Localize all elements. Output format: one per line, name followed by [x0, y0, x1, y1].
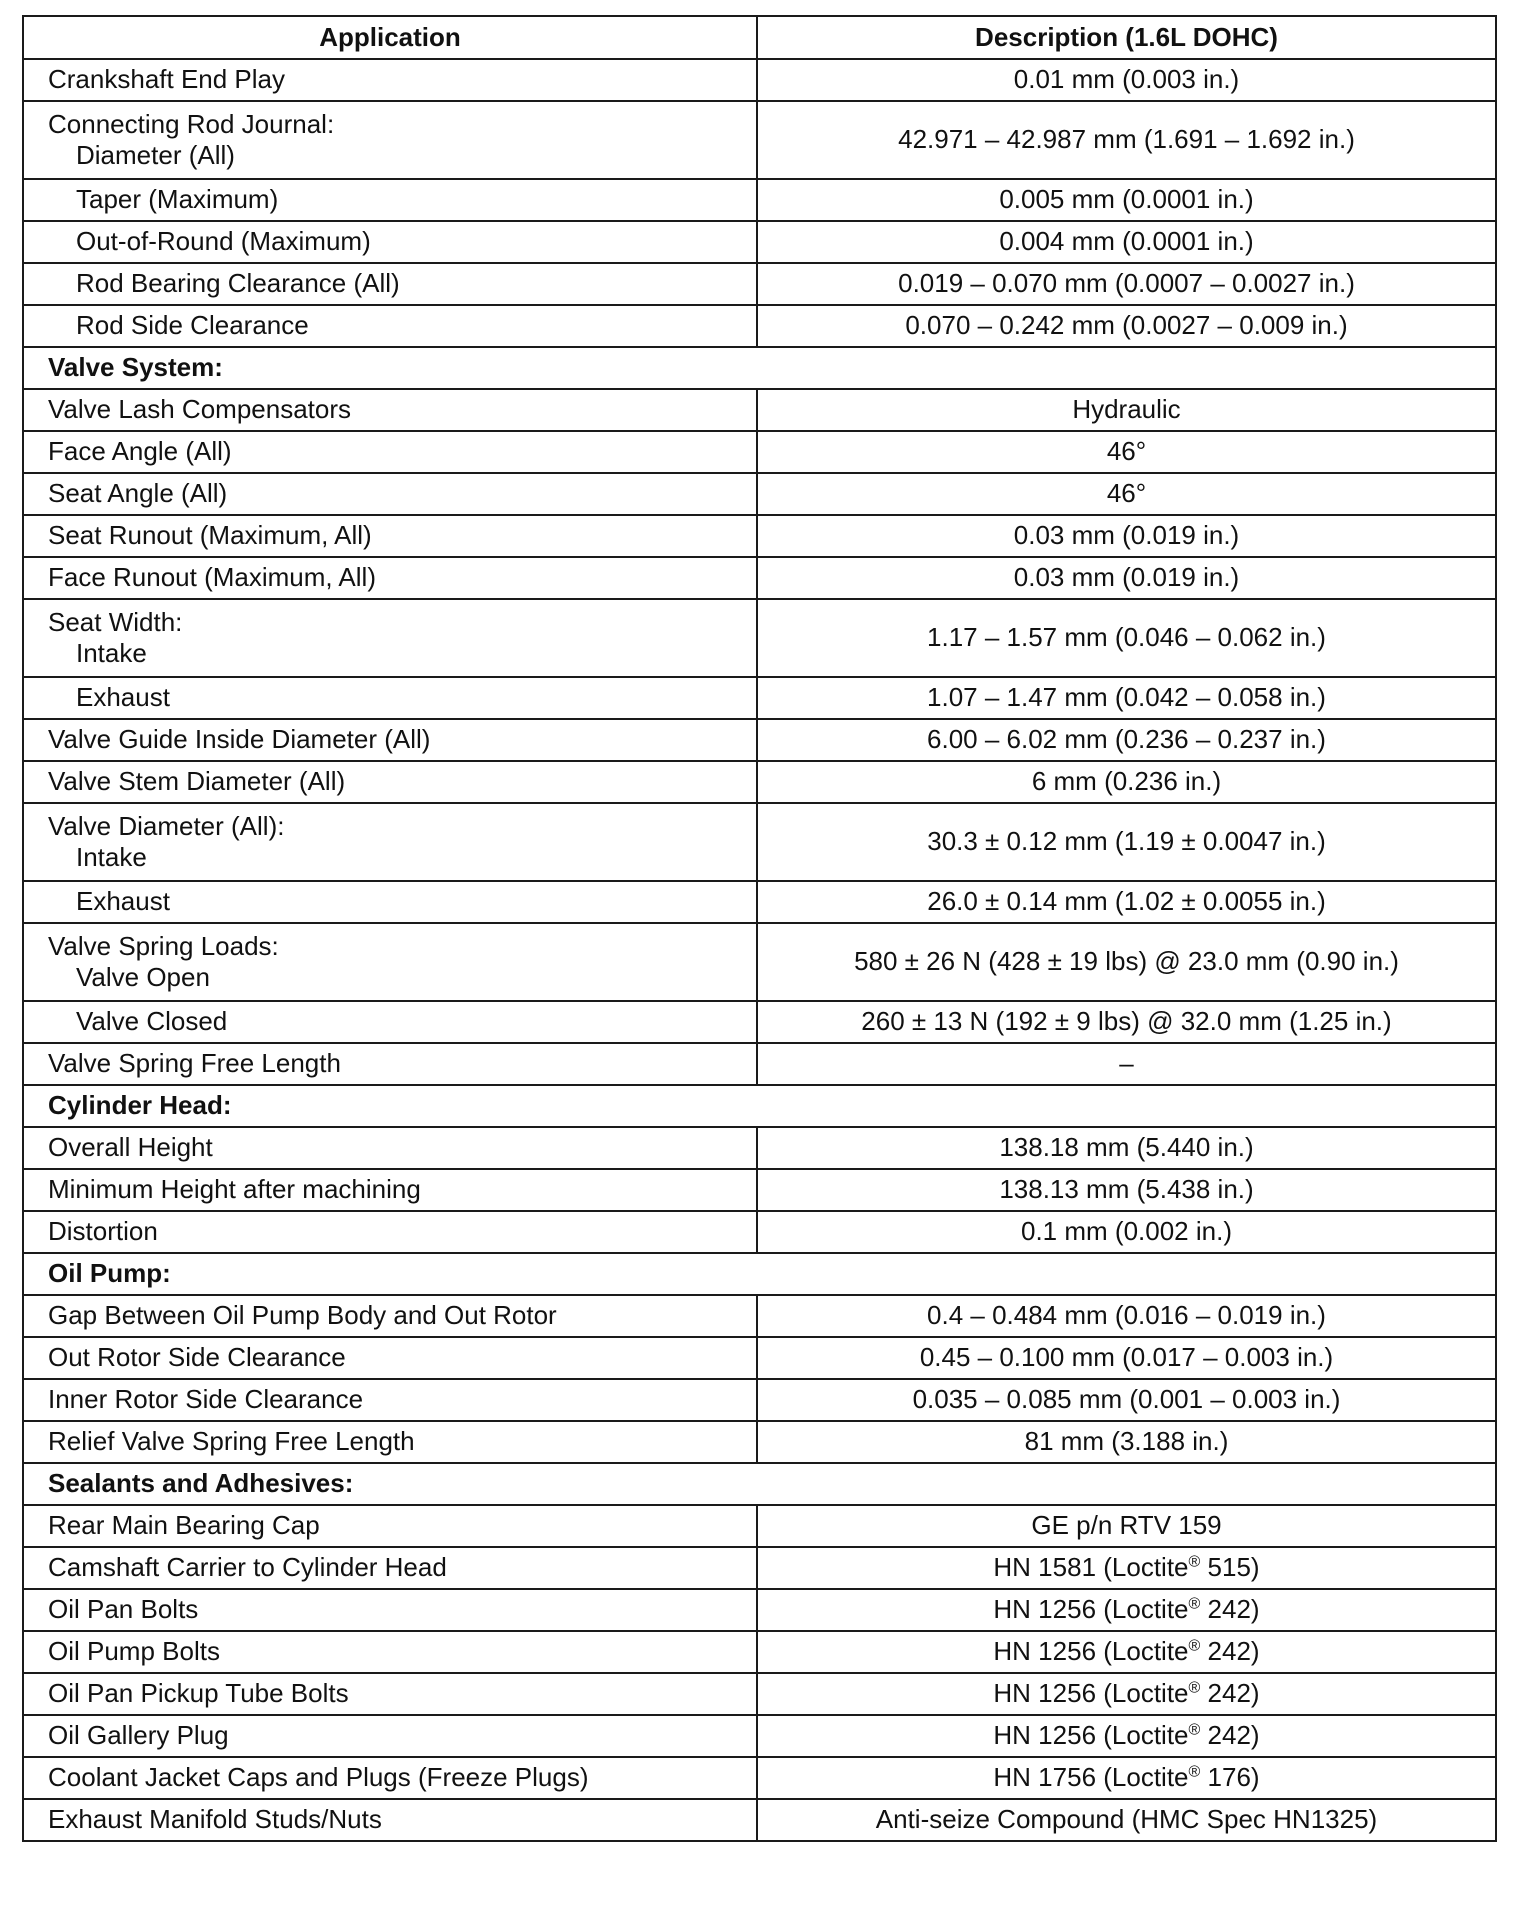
application-cell — [23, 599, 757, 677]
registered-mark: ® — [1188, 1679, 1201, 1697]
sub-item-label: Out-of-Round (Maximum) — [76, 226, 371, 257]
table-row — [23, 1589, 1496, 1631]
application-cell: Relief Valve Spring Free Length — [23, 1421, 757, 1463]
application-cell — [23, 263, 757, 305]
application-cell: Face Angle (All) — [23, 431, 757, 473]
sub-item-label: Taper (Maximum) — [76, 184, 279, 215]
description-cell: 138.18 mm (5.440 in.) — [757, 1127, 1496, 1169]
application-cell: Distortion — [23, 1211, 757, 1253]
table-row — [23, 1631, 1496, 1673]
sealant-part-number: HN 1756 (Loctite — [993, 1762, 1189, 1793]
sealant-part-number: HN 1256 (Loctite — [993, 1594, 1189, 1625]
description-cell: 0.005 mm (0.0001 in.) — [757, 179, 1496, 221]
table-row — [23, 1169, 1496, 1211]
specifications-table — [22, 15, 1497, 1842]
section-heading: Sealants and Adhesives: — [23, 1463, 1496, 1505]
application-cell — [23, 101, 757, 179]
sealant-part-number: HN 1581 (Loctite — [993, 1552, 1189, 1583]
description-cell: 0.035 – 0.085 mm (0.001 – 0.003 in.) — [757, 1379, 1496, 1421]
description-cell: 46° — [757, 431, 1496, 473]
description-cell: 1.17 – 1.57 mm (0.046 – 0.062 in.) — [757, 599, 1496, 677]
application-cell: Coolant Jacket Caps and Plugs (Freeze Plugs) — [23, 1757, 757, 1799]
application-cell: Camshaft Carrier to Cylinder Head — [23, 1547, 757, 1589]
table-row — [23, 1337, 1496, 1379]
registered-mark: ® — [1188, 1637, 1201, 1655]
description-cell: 0.1 mm (0.002 in.) — [757, 1211, 1496, 1253]
sub-item-label: Intake — [76, 842, 147, 872]
description-cell — [757, 1589, 1496, 1631]
description-cell: 0.019 – 0.070 mm (0.0007 – 0.0027 in.) — [757, 263, 1496, 305]
sub-item-label: Exhaust — [76, 682, 170, 713]
table-row — [23, 1127, 1496, 1169]
sub-item-label: Rod Side Clearance — [76, 310, 309, 341]
section-heading: Oil Pump: — [23, 1253, 1496, 1295]
sealant-part-number: HN 1256 (Loctite — [993, 1636, 1189, 1667]
application-cell: Inner Rotor Side Clearance — [23, 1379, 757, 1421]
table-row — [23, 1043, 1496, 1085]
table-row — [23, 1379, 1496, 1421]
section-row-cylinder-head — [23, 1085, 1496, 1127]
application-cell: Exhaust Manifold Studs/Nuts — [23, 1799, 757, 1841]
application-cell — [23, 881, 757, 923]
description-cell: 260 ± 13 N (192 ± 9 lbs) @ 32.0 mm (1.25 in.) — [757, 1001, 1496, 1043]
description-cell: 6.00 – 6.02 mm (0.236 – 0.237 in.) — [757, 719, 1496, 761]
section-heading: Valve System: — [23, 347, 1496, 389]
table-row — [23, 557, 1496, 599]
application-cell: Seat Runout (Maximum, All) — [23, 515, 757, 557]
column-header-description: Description (1.6L DOHC) — [757, 16, 1496, 59]
application-cell: Oil Gallery Plug — [23, 1715, 757, 1757]
registered-mark: ® — [1188, 1595, 1201, 1613]
sub-item-label: Rod Bearing Clearance (All) — [76, 268, 400, 299]
application-cell: Oil Pan Pickup Tube Bolts — [23, 1673, 757, 1715]
application-cell: Oil Pump Bolts — [23, 1631, 757, 1673]
section-heading: Cylinder Head: — [23, 1085, 1496, 1127]
table-row — [23, 1211, 1496, 1253]
application-cell: Seat Angle (All) — [23, 473, 757, 515]
table-row — [23, 431, 1496, 473]
description-cell: 0.4 – 0.484 mm (0.016 – 0.019 in.) — [757, 1295, 1496, 1337]
description-cell: 42.971 – 42.987 mm (1.691 – 1.692 in.) — [757, 101, 1496, 179]
group-label: Seat Width: — [48, 606, 183, 637]
table-row — [23, 1757, 1496, 1799]
table-row — [23, 1505, 1496, 1547]
description-cell — [757, 1673, 1496, 1715]
table-row — [23, 677, 1496, 719]
table-header-row — [23, 16, 1496, 59]
table-row — [23, 1421, 1496, 1463]
application-cell — [23, 305, 757, 347]
description-cell: 138.13 mm (5.438 in.) — [757, 1169, 1496, 1211]
application-cell: Valve Guide Inside Diameter (All) — [23, 719, 757, 761]
sealant-grade: 242) — [1200, 1678, 1260, 1709]
table-row — [23, 1547, 1496, 1589]
description-cell: 46° — [757, 473, 1496, 515]
description-cell: 0.03 mm (0.019 in.) — [757, 515, 1496, 557]
description-cell: GE p/n RTV 159 — [757, 1505, 1496, 1547]
sealant-grade: 242) — [1200, 1720, 1260, 1751]
table-row — [23, 515, 1496, 557]
application-cell — [23, 221, 757, 263]
table-row — [23, 1001, 1496, 1043]
table-row — [23, 263, 1496, 305]
application-cell — [23, 1001, 757, 1043]
sealant-grade: 176) — [1200, 1762, 1260, 1793]
table-row — [23, 179, 1496, 221]
application-cell: Valve Stem Diameter (All) — [23, 761, 757, 803]
application-cell — [23, 677, 757, 719]
table-row — [23, 1673, 1496, 1715]
table-row — [23, 59, 1496, 101]
table-row — [23, 599, 1496, 677]
application-cell: Minimum Height after machining — [23, 1169, 757, 1211]
application-cell: Valve Spring Free Length — [23, 1043, 757, 1085]
description-cell: 0.004 mm (0.0001 in.) — [757, 221, 1496, 263]
description-cell: 6 mm (0.236 in.) — [757, 761, 1496, 803]
table-row — [23, 473, 1496, 515]
group-label: Valve Diameter (All): — [48, 810, 285, 841]
table-row — [23, 101, 1496, 179]
application-cell: Gap Between Oil Pump Body and Out Rotor — [23, 1295, 757, 1337]
table-row — [23, 719, 1496, 761]
table-row — [23, 389, 1496, 431]
table-row — [23, 761, 1496, 803]
application-cell: Rear Main Bearing Cap — [23, 1505, 757, 1547]
section-row-sealants-and-adhesives — [23, 1463, 1496, 1505]
description-cell: 0.45 – 0.100 mm (0.017 – 0.003 in.) — [757, 1337, 1496, 1379]
sub-item-label: Valve Closed — [76, 1006, 228, 1037]
description-cell: 0.070 – 0.242 mm (0.0027 – 0.009 in.) — [757, 305, 1496, 347]
description-cell — [757, 1757, 1496, 1799]
table-row — [23, 1715, 1496, 1757]
sealant-grade: 515) — [1200, 1552, 1260, 1583]
table-row — [23, 305, 1496, 347]
sealant-grade: 242) — [1200, 1636, 1260, 1667]
sealant-part-number: HN 1256 (Loctite — [993, 1678, 1189, 1709]
application-cell: Crankshaft End Play — [23, 59, 757, 101]
sub-item-label: Intake — [76, 638, 147, 668]
description-cell — [757, 1631, 1496, 1673]
group-label: Valve Spring Loads: — [48, 930, 279, 961]
table-row — [23, 1295, 1496, 1337]
section-row-valve-system — [23, 347, 1496, 389]
section-row-oil-pump — [23, 1253, 1496, 1295]
registered-mark: ® — [1188, 1763, 1201, 1781]
group-label: Connecting Rod Journal: — [48, 108, 335, 139]
description-cell: Hydraulic — [757, 389, 1496, 431]
description-cell: 30.3 ± 0.12 mm (1.19 ± 0.0047 in.) — [757, 803, 1496, 881]
description-cell: 0.01 mm (0.003 in.) — [757, 59, 1496, 101]
application-cell: Overall Height — [23, 1127, 757, 1169]
sealant-grade: 242) — [1200, 1594, 1260, 1625]
table-row — [23, 1799, 1496, 1841]
description-cell: – — [757, 1043, 1496, 1085]
application-cell — [23, 803, 757, 881]
description-cell: Anti-seize Compound (HMC Spec HN1325) — [757, 1799, 1496, 1841]
application-cell — [23, 179, 757, 221]
registered-mark: ® — [1188, 1721, 1201, 1739]
description-cell: 1.07 – 1.47 mm (0.042 – 0.058 in.) — [757, 677, 1496, 719]
sealant-part-number: HN 1256 (Loctite — [993, 1720, 1189, 1751]
sub-item-label: Diameter (All) — [76, 140, 235, 170]
column-header-application: Application — [23, 16, 757, 59]
description-cell: 81 mm (3.188 in.) — [757, 1421, 1496, 1463]
application-cell: Oil Pan Bolts — [23, 1589, 757, 1631]
description-cell: 0.03 mm (0.019 in.) — [757, 557, 1496, 599]
sub-item-label: Valve Open — [76, 962, 210, 992]
application-cell: Out Rotor Side Clearance — [23, 1337, 757, 1379]
description-cell — [757, 1715, 1496, 1757]
application-cell — [23, 923, 757, 1001]
registered-mark: ® — [1188, 1553, 1201, 1571]
table-row — [23, 881, 1496, 923]
table-row — [23, 923, 1496, 1001]
table-row — [23, 221, 1496, 263]
description-cell — [757, 1547, 1496, 1589]
description-cell: 580 ± 26 N (428 ± 19 lbs) @ 23.0 mm (0.90 in.) — [757, 923, 1496, 1001]
sub-item-label: Exhaust — [76, 886, 170, 917]
application-cell: Valve Lash Compensators — [23, 389, 757, 431]
application-cell: Face Runout (Maximum, All) — [23, 557, 757, 599]
description-cell: 26.0 ± 0.14 mm (1.02 ± 0.0055 in.) — [757, 881, 1496, 923]
table-row — [23, 803, 1496, 881]
